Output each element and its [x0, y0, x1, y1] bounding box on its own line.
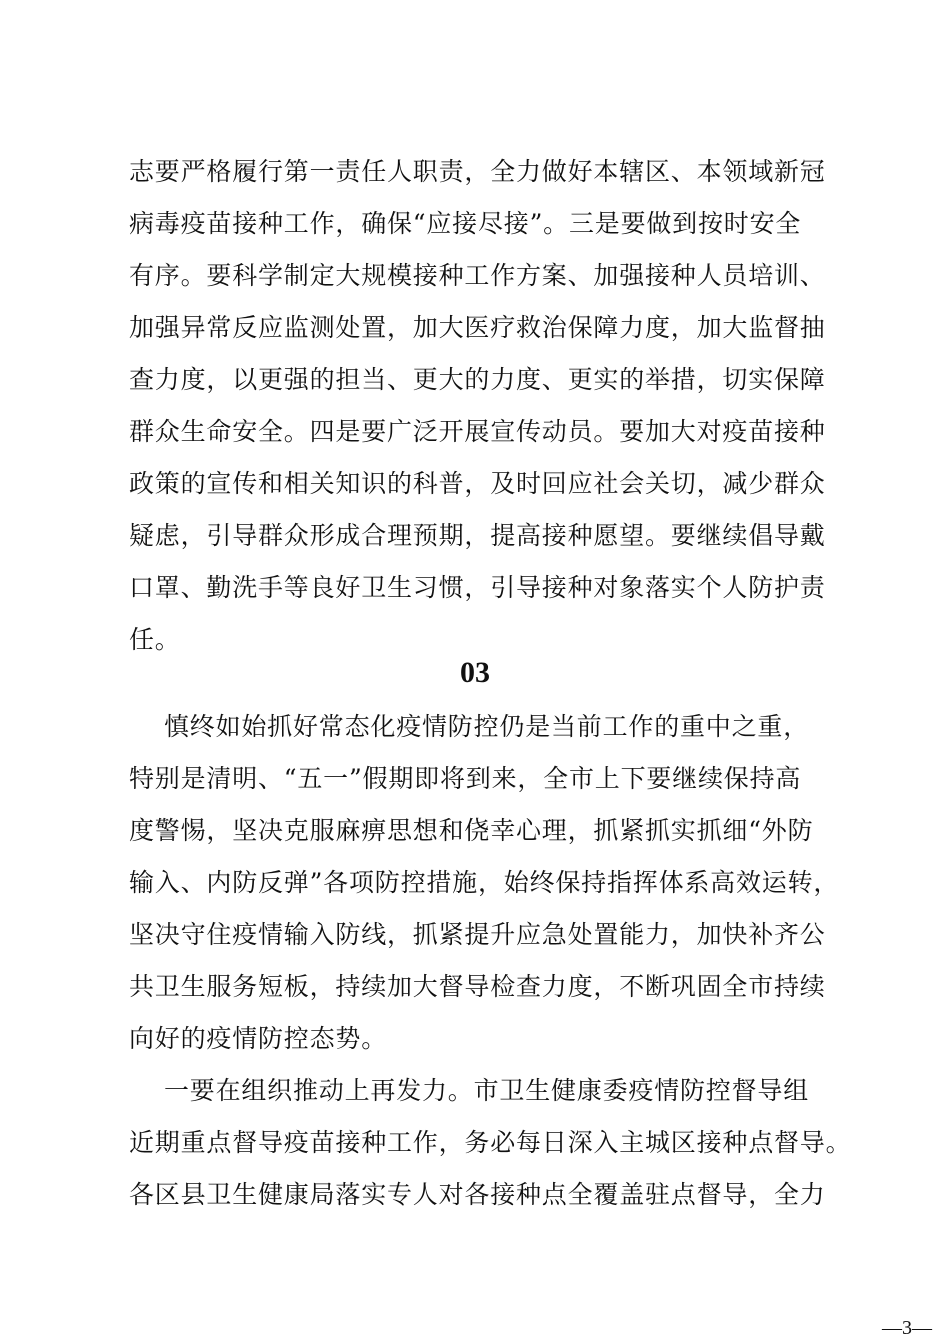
body-line: 查力度，以更强的担当、更大的力度、更实的举措，切实保障 [129, 365, 826, 394]
body-line: 共卫生服务短板，持续加大督导检查力度，不断巩固全市持续 [129, 972, 826, 1001]
section-heading: 03 [460, 656, 490, 689]
body-line: 向好的疫情防控态势。 [129, 1024, 388, 1053]
body-line: 度警惕，坚决克服麻痹思想和侥幸心理，抓紧抓实抓细“外防 [129, 816, 814, 845]
body-line: 加强异常反应监测处置，加大医疗救治保障力度，加大监督抽 [129, 313, 826, 342]
body-line: 志要严格履行第一责任人职责，全力做好本辖区、本领域新冠 [129, 157, 826, 186]
body-line: 任。 [129, 625, 181, 654]
body-line: 疑虑，引导群众形成合理预期，提高接种愿望。要继续倡导戴 [129, 521, 826, 550]
body-line: 慎终如始抓好常态化疫情防控仍是当前工作的重中之重， [129, 712, 809, 741]
body-line: 有序。要科学制定大规模接种工作方案、加强接种人员培训、 [129, 261, 826, 290]
body-line: 输入、内防反弹”各项防控措施，始终保持指挥体系高效运转， [129, 868, 840, 897]
body-line: 各区县卫生健康局落实专人对各接种点全覆盖驻点督导，全力 [129, 1180, 826, 1209]
body-line: 坚决守住疫情输入防线，抓紧提升应急处置能力，加快补齐公 [129, 920, 826, 949]
body-line: 政策的宣传和相关知识的科普，及时回应社会关切，减少群众 [129, 469, 826, 498]
body-line: 群众生命安全。四是要广泛开展宣传动员。要加大对疫苗接种 [129, 417, 826, 446]
body-line: 特别是清明、“五一”假期即将到来，全市上下要继续保持高 [129, 764, 802, 793]
body-line: 一要在组织推动上再发力。市卫生健康委疫情防控督导组 [129, 1076, 809, 1105]
page-number: —3— [882, 1317, 932, 1339]
body-line: 近期重点督导疫苗接种工作，务必每日深入主城区接种点督导。 [129, 1128, 852, 1157]
body-line: 口罩、勤洗手等良好卫生习惯，引导接种对象落实个人防护责 [129, 573, 826, 602]
body-line: 病毒疫苗接种工作，确保“应接尽接”。三是要做到按时安全 [129, 209, 802, 238]
